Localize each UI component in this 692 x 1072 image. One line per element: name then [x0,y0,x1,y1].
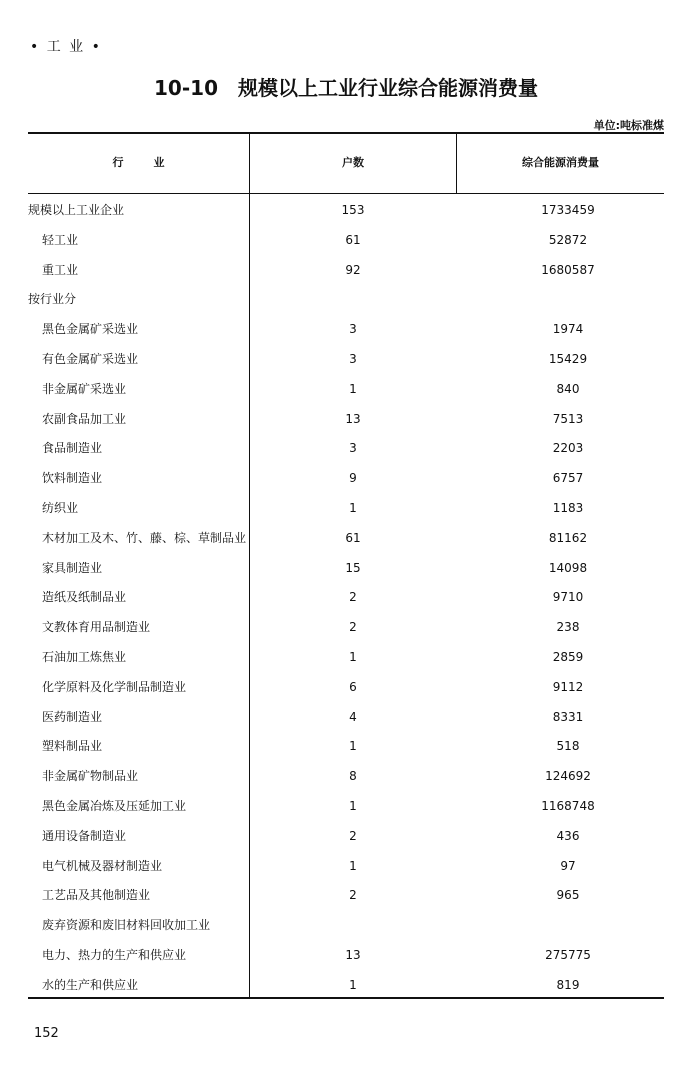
table-row [28,463,664,493]
industry-name: 农副食品加工业 [42,411,127,426]
energy-consumption: 1974 [552,322,584,337]
industry-name: 规模以上工业企业 [28,203,125,217]
unit-count: 1 [349,799,357,813]
section-header: • 工 业 • [30,39,102,55]
table-row [28,851,664,881]
energy-consumption: 6757 [552,471,584,486]
industry-name: 石油加工炼焦业 [42,650,127,664]
unit-count: 153 [341,203,365,217]
unit-count: 13 [345,411,361,426]
industry-name: 饮料制造业 [42,471,103,486]
table-row [28,523,664,553]
unit-count: 2 [349,888,357,903]
energy-consumption: 1183 [552,501,584,515]
unit-count: 13 [345,948,361,962]
unit-count: 1 [349,501,357,515]
table-row [28,910,664,940]
unit-count: 61 [345,232,361,247]
table-row [28,642,664,672]
unit-count: 1 [349,650,357,664]
industry-name: 重工业 [42,262,79,277]
energy-consumption: 1680587 [541,262,595,277]
industry-name: 纺织业 [42,501,79,515]
energy-consumption: 2203 [552,441,584,456]
table-row [28,195,664,225]
industry-name: 电力、热力的生产和供应业 [42,948,187,962]
energy-consumption: 52872 [548,232,588,247]
industry-name: 医药制造业 [42,709,103,724]
table-row [28,821,664,851]
industry-name: 非金属矿物制品业 [42,769,139,784]
table-row [28,404,664,434]
industry-name: 黑色金属矿采选业 [42,322,139,337]
table-row [28,344,664,374]
energy-consumption: 275775 [545,948,591,962]
unit-count: 92 [345,262,361,277]
industry-name: 废弃资源和废旧材料回收加工业 [42,918,211,933]
industry-name: 食品制造业 [42,441,103,456]
industry-name: 文教体育用品制造业 [42,620,151,635]
energy-consumption: 9710 [552,590,584,605]
unit-count: 2 [349,828,357,843]
table-row [28,970,664,1000]
unit-count: 2 [349,590,357,605]
unit-count: 1 [349,858,357,873]
table-row [28,761,664,791]
table-row [28,374,664,404]
industry-name: 水的生产和供应业 [42,977,139,992]
energy-consumption: 8331 [552,709,584,724]
industry-name: 工艺品及其他制造业 [42,888,151,903]
industry-name: 有色金属矿采选业 [42,352,139,366]
page-number: 152 [34,1026,59,1041]
energy-consumption: 15429 [548,352,588,366]
table-row [28,582,664,612]
table-header-rule [28,193,664,194]
unit-label: 单位:吨标准煤 [593,119,664,132]
header-industry: 行业 [112,156,195,169]
page-title: 10-10 规模以上工业行业综合能源消费量 [154,76,538,100]
unit-count: 1 [349,977,357,992]
unit-count: 3 [349,441,357,456]
unit-count: 1 [349,381,357,396]
table-row [28,731,664,761]
table-row [28,940,664,970]
unit-count: 61 [345,530,361,545]
energy-consumption: 124692 [545,769,591,784]
unit-count: 3 [349,322,357,337]
industry-name: 通用设备制造业 [42,828,127,843]
table-row [28,314,664,344]
table-row [28,880,664,910]
industry-name: 家具制造业 [42,560,103,575]
energy-consumption: 1168748 [541,799,595,813]
industry-name: 电气机械及器材制造业 [42,858,163,873]
energy-consumption: 14098 [548,560,588,575]
header-units: 户数 [342,156,364,169]
table-row [28,433,664,463]
table-row [28,553,664,583]
unit-count: 8 [349,769,357,784]
industry-name: 造纸及纸制品业 [42,590,127,605]
energy-consumption: 1733459 [541,203,595,217]
unit-count: 3 [349,352,357,366]
table-row [28,612,664,642]
industry-name: 化学原料及化学制品制造业 [42,679,187,694]
unit-count: 6 [349,679,357,694]
energy-consumption: 7513 [552,411,584,426]
unit-count: 9 [349,471,357,486]
energy-consumption: 81162 [548,530,588,545]
energy-consumption: 819 [556,977,580,992]
table-row [28,284,664,314]
table-row [28,493,664,523]
energy-consumption: 2859 [552,650,584,664]
table-row [28,702,664,732]
energy-consumption: 97 [560,858,576,873]
unit-count: 2 [349,620,357,635]
table-row [28,791,664,821]
unit-count: 15 [345,560,361,575]
industry-name: 塑料制品业 [42,739,103,754]
industry-name: 木材加工及木、竹、藤、棕、草制品业 [42,530,247,545]
energy-consumption: 840 [556,381,580,396]
table-row [28,672,664,702]
energy-consumption: 518 [556,739,580,754]
table-row [28,225,664,255]
energy-consumption: 9112 [552,679,584,694]
energy-consumption: 436 [556,828,580,843]
unit-count: 4 [349,709,357,724]
energy-consumption: 238 [556,620,580,635]
industry-name: 非金属矿采选业 [42,381,127,396]
table-row [28,255,664,285]
header-energy: 综合能源消费量 [522,156,599,169]
industry-name: 黑色金属冶炼及压延加工业 [42,799,187,813]
energy-consumption: 965 [556,888,580,903]
unit-count: 1 [349,739,357,754]
industry-name: 轻工业 [42,232,79,247]
industry-name: 按行业分 [28,292,77,307]
